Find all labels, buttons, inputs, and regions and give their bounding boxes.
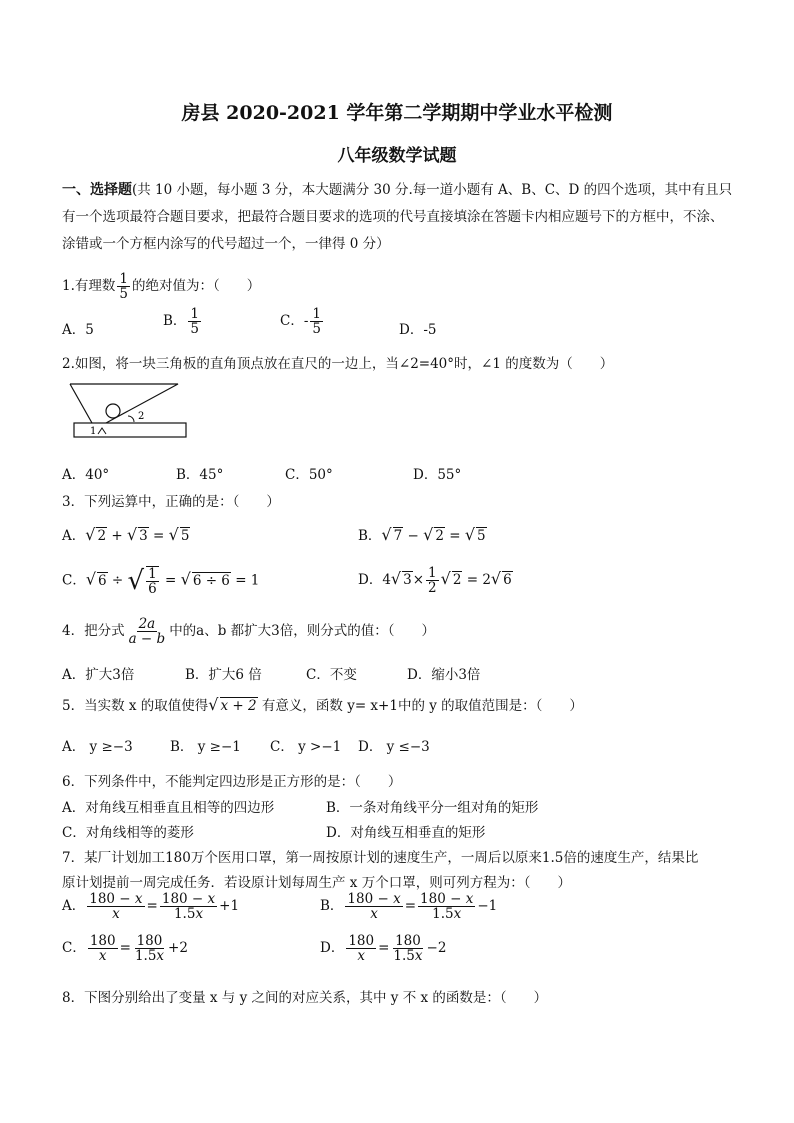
question-4: 4．把分式 $\frac{2a}{a - b}$ 中的a、b 都扩大3倍，则分式的值：（ ）	[62, 616, 436, 648]
question-6: 6．下列条件中，不能判定四边形是正方形的是：（ ）	[62, 774, 402, 790]
q3-option-c[interactable]: C．√ 6 ÷ √ $\frac{1}{6}$ = √ 6 ÷ 6 = 1	[62, 566, 260, 598]
page-subtitle: 八年级数学试题	[337, 146, 457, 166]
fraction-1-5: $\frac{1}{5}$	[119, 271, 128, 303]
q3-option-b[interactable]: B．√ 7 − √ 2 = √ 5	[358, 525, 486, 544]
ruler-triangle-figure	[68, 378, 188, 442]
fraction-2a-over-a-minus-b: $\frac{2a}{a - b}$	[128, 616, 166, 648]
q2-option-c[interactable]: C．50°	[285, 467, 333, 483]
q2-option-b[interactable]: B．45°	[176, 467, 224, 483]
q3-option-d[interactable]: D．4√ 3× $\frac{1}{2}$ √ 2 = 2√ 6	[358, 565, 512, 597]
q6-option-d[interactable]: D．对角线互相垂直的矩形	[326, 825, 486, 841]
q7-option-c[interactable]: C． $\frac{180}{x}$ = $\frac{180}{1.5x}$ +2	[62, 933, 188, 965]
question-8: 8．下图分别给出了变量 x 与 y 之间的对应关系，其中 y 不 x 的函数是：（ ）	[62, 990, 548, 1006]
q5-option-b[interactable]: B． y ≥−1	[170, 739, 241, 755]
question-3: 3．下列运算中，正确的是：（ ）	[62, 494, 280, 510]
q4-option-d[interactable]: D．缩小3倍	[407, 667, 481, 683]
q5-option-c[interactable]: C． y >−1	[270, 739, 342, 755]
q1-option-a[interactable]: A．5	[62, 322, 94, 338]
q6-option-a[interactable]: A．对角线互相垂直且相等的四边形	[62, 800, 275, 816]
q2-option-a[interactable]: A．40°	[62, 467, 110, 483]
q1-option-c[interactable]: C．- $\frac{1}{5}$	[280, 306, 321, 338]
q6-option-c[interactable]: C．对角线相等的菱形	[62, 825, 194, 841]
page-title: 房县 2020-2021 学年第二学期期中学业水平检测	[181, 102, 613, 124]
question-2: 2.如图，将一块三角板的直角顶点放在直尺的一边上，当∠2=40°时，∠1 的度数为（ ）	[62, 356, 614, 372]
q7-option-a[interactable]: A． $\frac{180 - x}{x}$ = $\frac{180 - x}{1.5x}$ +1	[62, 891, 240, 923]
angle-2-label: 2	[138, 411, 145, 422]
q5-option-a[interactable]: A． y ≥−3	[62, 739, 133, 755]
q6-option-b[interactable]: B．一条对角线平分一组对角的矩形	[326, 800, 539, 816]
question-1: 1.有理数 $\frac{1}{5}$ 的绝对值为：（ ）	[62, 271, 261, 303]
section-heading: 一、选择题	[62, 182, 132, 198]
q4-option-c[interactable]: C．不变	[306, 667, 357, 683]
q1-option-d[interactable]: D．-5	[399, 322, 437, 338]
q3-option-a[interactable]: A．√ 2 + √ 3 = √ 5	[62, 525, 190, 544]
q7-option-d[interactable]: D． $\frac{180}{x}$ = $\frac{180}{1.5x}$ −2	[320, 933, 447, 965]
q1-option-b[interactable]: B． $\frac{1}{5}$	[163, 306, 200, 338]
q4-option-a[interactable]: A．扩大3倍	[62, 667, 135, 683]
question-7-line-2: 原计划提前一周完成任务．若设原计划每周生产 x 万个口罩，则可列方程为：（ ）	[62, 875, 571, 891]
q7-option-b[interactable]: B． $\frac{180 - x}{x}$ = $\frac{180 - x}{1.5x}$ −1	[320, 891, 498, 923]
q5-option-d[interactable]: D． y ≤−3	[358, 739, 430, 755]
angle-1-label: 1	[90, 426, 97, 437]
q2-option-d[interactable]: D．55°	[413, 467, 462, 483]
section-instructions: 一、选择题(共 10 小题，每小题 3 分，本大题满分 30 分.每一道小题有 A、B、C、D 的四个选项，其中有且只有一个选项最符合题目要求，把最符合题目要求的选项的代号直接填涂在答题卡内相应题号下的方框中，不涂、涂错或一个方框内涂写的代号超过一个，一律得 0 分）	[62, 182, 733, 252]
q4-option-b[interactable]: B．扩大6 倍	[185, 667, 262, 683]
question-5: 5．当实数 x 的取值使得√ x + 2 有意义，函数 y= x+1中的 y 的取值范围是：（ ）	[62, 695, 583, 714]
question-7-line-1: 7．某厂计划加工180万个医用口罩，第一周按原计划的速度生产，一周后以原来1.5倍的速度生产，结果比	[62, 850, 699, 866]
